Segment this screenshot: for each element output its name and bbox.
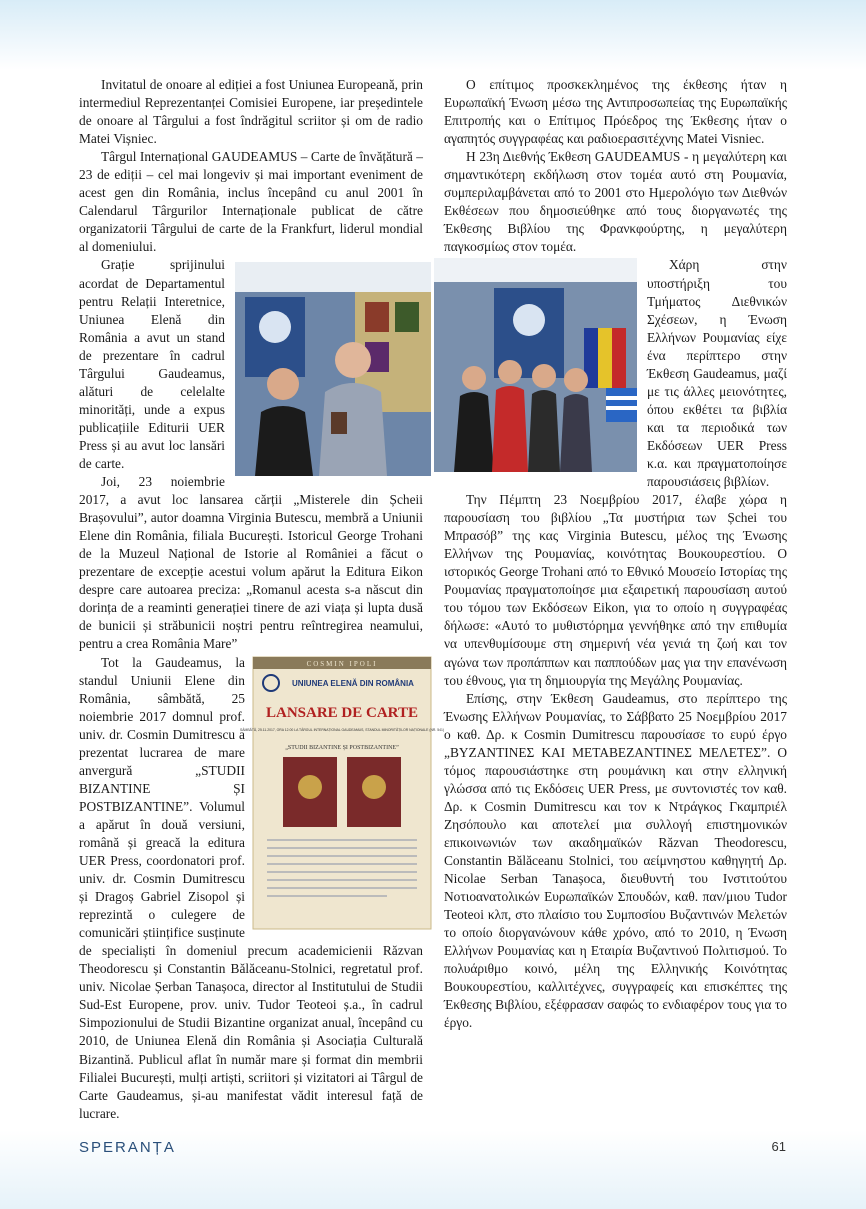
photo-group-at-stand — [432, 256, 639, 474]
left-paragraph-3: Grație sprijinului acordat de Departamentul pentru Relații Interetnice, Uniunea Elenă din România a avut un stand de prezentare în cadrul Târgului Gaudeamus, alături de celelalte minorități, unde a expus publicațiile Editurii UER Press și au avut loc lansări de carte. — [79, 256, 423, 473]
poster-title: LANSARE DE CARTE — [266, 704, 418, 721]
left-paragraph-1: Invitatul de onoare al ediției a fost Uniunea Europeană, prin intermediul Reprezentanței Comisiei Europene, iar președintele de onoare al Târgului a fost îndrăgitul scriitor și om de radio Matei Vișniec. — [79, 77, 423, 147]
poster-details: SÂMBĂTĂ, 25.11.2017, ORA 12.00 LA TÂRGUL INTERNAȚIONAL GAUDEAMUS, STANDUL MINORITĂȚILOR NAȚIONALE (NR. 541) — [239, 727, 445, 732]
poster-book-title: „STUDII BIZANTINE ȘI POSTBIZANTINE” — [285, 744, 399, 751]
left-paragraph-5: COSMIN IPOLI UNIUNEA ELENĂ DIN ROMÂNIA LANSARE DE CARTE SÂMBĂTĂ, 25.11.2017, ORA 12.00 LA TÂRGUL INTERNAȚIONAL GAUDEAMUS, STANDUL MINORITĂȚILOR NAȚIONALE (NR. 541) „STUDII BIZANTINE ȘI POSTBIZANTINE” Tot la Gaudeamus, la standul Uniunii Elene din România, sâmbătă, 25 noiembrie 2017 domnul prof. univ. dr. Cosmin Dumitrescu a prezentat lucrarea de mare anvergură „STUDII BIZANTINE ȘI POSTBIZANTINE”. Volumul a apărut în două versiuni, română și greacă la editura UER Press, coordonatori prof. univ. dr. Cosmin Dumitrescu și Dragoș Gabriel Zisopol și reprezintă o culegere de comunicări științifice susținute de specialiști în domeniul precum academicienii Răzvan Theodorescu și Constantin Bălăceanu-Stolnici, regretatul prof. univ. Nicolae Șerban Tanașoca, director al Institutului de Studii Sud-Est Europene, prov. univ. Tudor Teoteoi ș.a., în cadrul Simpozionului de Studii Bizantine organizat anual, începând cu 2010, de Uniunea Elenă din România și Asociația Culturală Bizantină. Publicul aflat în număr mare și format din membrii Filialei București, mulți artiști, scriitori și vizitatori ai Târgul de Carte Gaudeamus, și-au manifestat vădit interesul față de lucrare. — [79, 654, 445, 1121]
right-paragraph-3: Χάρη στην υποστήριξη του Τμήματος Διεθνικών Σχέσεων, η Ένωση Ελλήνων Ρουμανίας είχε ένα περίπτερο στην Έκθεση Gaudeamus, μαζί με τις άλλες μειονότητες, όπου εκθέτει τα βιβλία και τα περιοδικά των Εκδόσεων UER Press κ.α. και πραγματοποίησε παρουσιάσεις βιβλίων. — [444, 256, 787, 491]
poster-organization: UNIUNEA ELENĂ DIN ROMÂNIA — [292, 678, 414, 688]
right-paragraph-2: Η 23η Διεθνής Έκθεση GAUDEAMUS - η μεγαλύτερη και σημαντικότερη εκδήλωση στον τομέα αυτό στη Ρουμανία, συμπεριλαμβάνεται από το 2001 στο Ημερολόγιο των Διεθνών Εκθέσεων που δημοσιεύθηκε από τους διοργανωτές της Έκθεσης Βιβλίου της Φρανκφούρτης, η μεγαλύτερη παγκοσμίως στον τομέα. — [444, 149, 787, 255]
right-paragraph-5: Επίσης, στην Έκθεση Gaudeamus, στο περίπτερο της Ένωσης Ελλήνων Ρουμανίας, το Σάββατο 25 Νοεμβρίου 2017 ο καθ. Δρ. κ Cosmin Dumitrescu παρουσίασε το ευρύ έργο „ΒΥΖΑΝΤΙΝΕΣ ΚΑΙ ΜΕΤΑΒΕΖΑΝΤΙΝΕΣ ΜΕΛΕΤΕΣ”. Ο τόμος παρουσιάστηκε στη ρουμάνικη και στην ελληνική γλώσσα από τις Εκδόσεις UER Press, με συντονιστές τον καθ. Δρ. κ Cosmin Dumitrescu και τον κ Ντράγκος Γκαμπριέλ Ζησόπουλο και αποτελεί μια συλλογή επιστημονικών επικοινωνιών των ακαδημαϊκών Răzvan Theodorescu, Constantin Bălăceanu Stolnici, του αείμνηστου καθηγητή Δρ. Nicolae Serban Tanașoca, διευθυντή του Ινστιτούτου Νοτιοανατολικών Ευρωπαϊκών Σπουδών, καθ. παν/μιου Tudor Teoteoi κλπ, στο πλαίσιο του Συμποσίου Βυζαντινών Μελετών το οποίο διοργανώνουν κάθε χρόνο, από το 2010, η Ένωση Ελλήνων Ρουμανίας και η Εταιρία Βυζαντινού Πολιτισμού. Το πολυάριθμο κοινό, μέλη της Ελληνικής Κοινότητας Βουκουρεστίου, καλλιτέχνες, συγγραφείς και επισκέπτες της Έκθεσης Βιβλίου, εξέφρασαν σαφώς το ενδιαφέρον τους για το έργο. — [444, 690, 787, 1031]
poster-top-band: COSMIN IPOLI — [306, 659, 378, 668]
book-launch-poster — [239, 657, 445, 929]
photo-stand-visitors — [233, 260, 433, 478]
right-paragraph-4: Την Πέμπτη 23 Νοεμβρίου 2017, έλαβε χώρα η παρουσίαση του βιβλίου „Τα μυστήρια των Șchei του Μπρασόβ” της κας Virginia Butescu, μέλος της Ένωσης Ελλήνων της Ρουμανίας, κοινότητας Βουκουρεστίου. Ο ιστορικός George Trohani από το Εθνικό Μουσείο Ιστορίας της Ρουμανίας πραγματοποίησε μια εξαιρετική παρουσίαση αυτού του τόμου των Εκδόσεων Eikon, για το οποίο η συγγραφέας δήλωσε: «Αυτό το μυθιστόρημα γεννήθηκε από την επιθυμία να υπενθυμίσουμε στη σημερινή νέα γενιά τη ζωή και τον αγώνα των προπάππων και παππούδων μας για την επανένωση του έθνους, για τη δημιουργία της Μεγάλης Ρουμανίας. — [444, 492, 787, 688]
right-paragraph-1: Ο επίτιμος προσκεκλημένος της έκθεσης ήταν η Ευρωπαϊκή Ένωση μέσω της Αντιπροσωπείας της Ευρωπαϊκής Επιτροπής και ο Επίτιμος Πρόεδρος της Έκθεσης ήταν ο αγαπητός συγγραφέας και ραδιοερασιτέχνης Matei Visniec. — [444, 77, 787, 147]
right-column-greek — [444, 76, 787, 1032]
left-paragraph-2: Târgul Internațional GAUDEAMUS – Carte de învățătură – 23 de ediții – cel mai longeviv și mai important eveniment de acest gen din România, inclus începând cu anul 2001 în Calendarul Târgurilor Internaționale publicat de către organizatorii Târgului de carte de la Frankfurt, liderul mondial al domeniului. — [79, 149, 423, 255]
magazine-title: SPERANȚA — [79, 1139, 176, 1156]
left-column-romanian — [79, 76, 445, 1123]
page-number: 61 — [771, 1139, 786, 1154]
left-paragraph-4: Joi, 23 noiembrie 2017, a avut loc lansarea cărții „Misterele din Șcheii Brașovului”, autor doamna Virginia Butescu, membră a Uniunii Elene din România, filiala București. Istoricul George Trohani de la Muzeul Național de Istorie al României a făcut o prezentare de excepție acestui volum apărut la Editura Eikon despre care autoarea preciza: „Romanul acesta s-a născut din dorința de a reaminti generației tinere de azi viața și lupta dusă de bunicii și străbunicii noștri pentru reîntregirea neamului, pentru a crea România Mare” — [79, 474, 423, 652]
